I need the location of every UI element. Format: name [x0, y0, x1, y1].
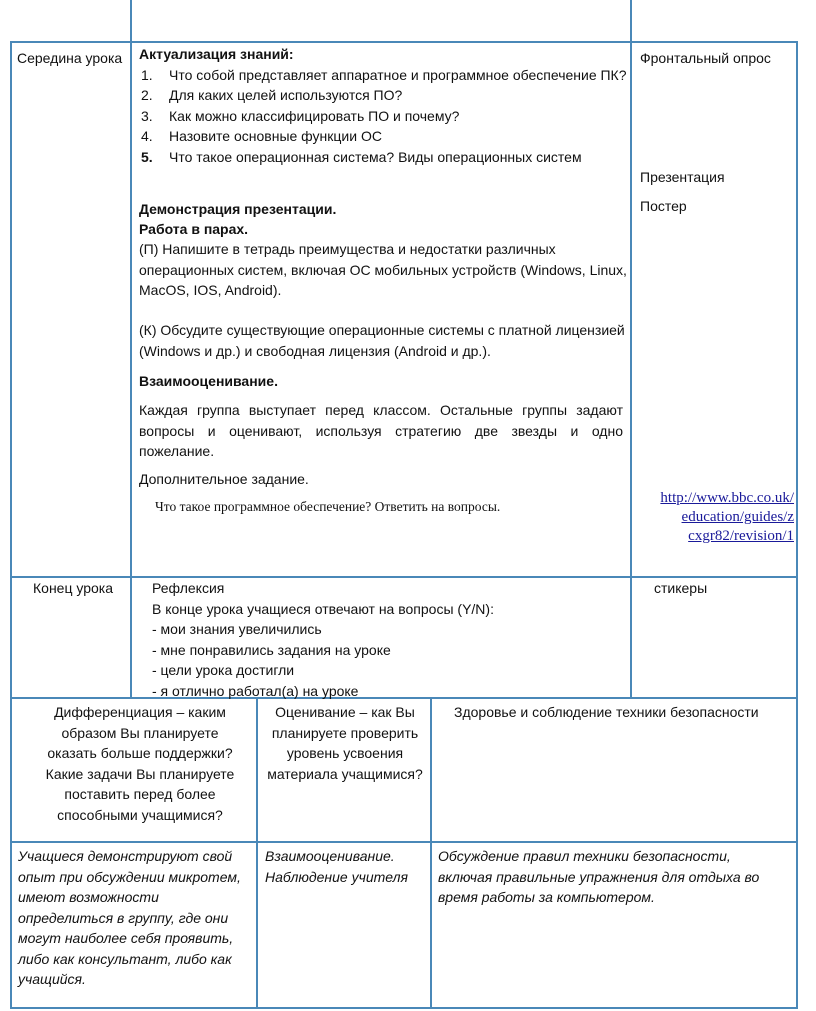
resource-poster: Постер: [640, 198, 687, 214]
reflection-item: - я отлично работал(а) на уроке: [152, 682, 359, 699]
reflection-item: - мои знания увеличились: [152, 621, 322, 637]
pairs-task-k: (К) Обсудите существующие операционные системы с платной лицензией (Windows и др.) и свободная лицензия (Android и др.).: [139, 322, 625, 359]
question-item: 3. Как можно классифицировать ПО и почему?: [141, 107, 460, 124]
questions-list: [139, 65, 627, 168]
resource-presentation: Презентация: [640, 169, 725, 185]
question-item: 2. Для каких целей используются ПО?: [141, 87, 403, 103]
peer-title: Взаимооценивание.: [139, 373, 278, 389]
pairs-title: Работа в парах.: [139, 221, 249, 237]
question-item: 4. Назовите основные функции ОС: [141, 128, 382, 144]
cell-health: Обсуждение правил техники безопасности, включая правильные упражнения для отдыха во время работы за компьютером.: [438, 848, 760, 905]
actualization-title: Актуализация знаний:: [139, 46, 294, 62]
resource-link[interactable]: http://www.bbc.co.uk/ education/guides/z cxgr82/revision/1: [660, 490, 794, 544]
reflection-item: - мне понравились задания на уроке: [152, 641, 391, 658]
header-differentiation: Дифференциация – каким образом Вы планируете оказать больше поддержки? Какие задачи Вы планируете поставить перед более способными учащимися?: [45, 704, 235, 823]
header-health: Здоровье и соблюдение техники безопасности: [454, 704, 759, 720]
reflection-intro: В конце урока учащиеся отвечают на вопросы (Y/N):: [152, 600, 494, 617]
reflection-title: Рефлексия: [152, 580, 225, 596]
demo-title: Демонстрация презентации.: [139, 201, 337, 217]
extra-title: Дополнительное задание.: [139, 471, 309, 487]
reflection-block: [152, 578, 622, 701]
cell-differentiation: Учащиеся демонстрируют свой опыт при обсуждении микротем, имеют возможности определиться в группу, где они могут наиболее себя проявить, либо как консультант, либо как учащийся.: [18, 848, 241, 987]
reflection-item: - цели урока достигли: [152, 662, 295, 678]
peer-text: Каждая группа выступает перед классом. Остальные группы задают вопросы и оценивают, используя стратегию две звезды и одно пожелание.: [139, 402, 623, 459]
pairs-task-p: (П) Напишите в тетрадь преимущества и недостатки различных операционных систем, включая ОС мобильных устройств (Windows, Linux, MacOS, IOS, Android).: [139, 241, 627, 298]
resource-frontal: Фронтальный опрос: [640, 50, 771, 66]
cell-assessment: Взаимооценивание. Наблюдение учителя: [265, 848, 408, 885]
middle-content: [139, 44, 627, 167]
question-item: 1. Что собой представляет аппаратное и программное обеспечение ПК?: [141, 66, 627, 83]
resource-stickers: стикеры: [654, 580, 708, 596]
extra-text: Что такое программное обеспечение? Ответить на вопросы.: [155, 499, 501, 514]
stage-middle: Середина урока: [17, 50, 123, 66]
stage-end: Конец урока: [33, 580, 114, 596]
header-assessment: Оценивание – как Вы планируете проверить уровень усвоения материала учащимися?: [267, 704, 423, 782]
question-item: 5. Что такое операционная система? Виды операционных систем: [141, 148, 582, 165]
